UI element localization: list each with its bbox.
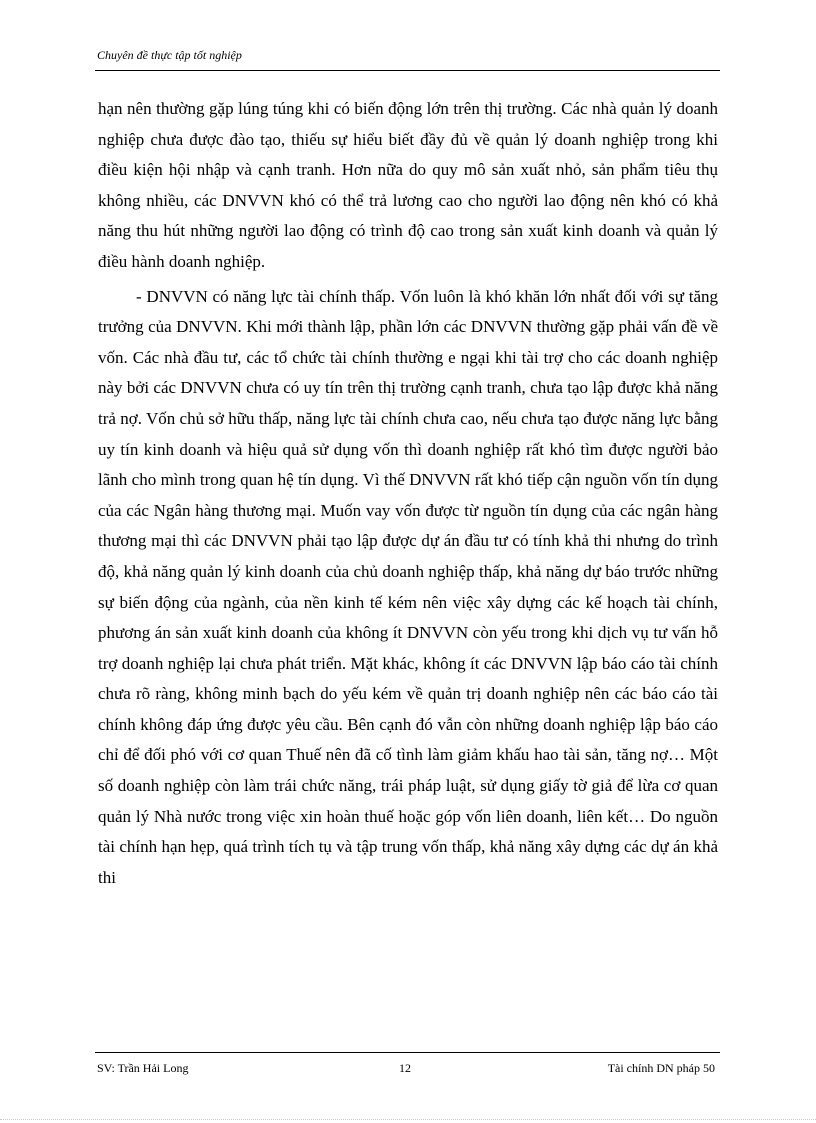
- paragraph-1: hạn nên thường gặp lúng túng khi có biến động lớn trên thị trường. Các nhà quản lý doanh nghiệp chưa được đào tạo, thiếu sự hiểu biết đầy đủ về quản lý doanh nghiệp trong khi điều kiện hội nhập và cạnh tranh. Hơn nữa do quy mô sản xuất nhỏ, sản phẩm tiêu thụ không nhiều, các DNVVN khó có thể trả lương cao cho người lao động nên khó có khả năng thu hút những người lao động có trình độ cao trong sản xuất kinh doanh và quản lý điều hành doanh nghiệp.: [98, 99, 718, 271]
- footer-divider: [95, 1052, 720, 1053]
- document-body: [98, 94, 718, 893]
- footer-class-name: Tài chính DN pháp 50: [607, 1061, 715, 1075]
- page-bottom-edge: [0, 1119, 816, 1120]
- page-header-title: Chuyên đề thực tập tốt nghiệp: [97, 48, 242, 62]
- footer-student-name: SV: Trần Hải Long: [97, 1061, 189, 1075]
- paragraph-2: - DNVVN có năng lực tài chính thấp. Vốn luôn là khó khăn lớn nhất đối với sự tăng trưởng của DNVVN. Khi mới thành lập, phần lớn các DNVVN thường gặp phải vấn đề về vốn. Các nhà đầu tư, các tổ chức tài chính thường e ngại khi tài trợ cho các doanh nghiệp này bởi các DNVVN chưa có uy tín trên thị trường cạnh tranh, chưa tạo lập được khả năng trả nợ. Vốn chủ sở hữu thấp, năng lực tài chính chưa cao, nếu chưa tạo được năng lực bằng uy tín kinh doanh và hiệu quả sử dụng vốn thì doanh nghiệp rất khó tìm được người bảo lãnh cho mình trong quan hệ tín dụng. Vì thế DNVVN rất khó tiếp cận nguồn vốn tín dụng của các Ngân hàng thương mại. Muốn vay vốn được từ nguồn tín dụng của các ngân hàng thương mại thì các DNVVN phải tạo lập được dự án đầu tư có tính khả thi nhưng do trình độ, khả năng quản lý kinh doanh của chủ doanh nghiệp thấp, khả năng dự báo trước những sự biến động của ngành, của nền kinh tế kém nên việc xây dựng các kế hoạch tài chính, phương án sản xuất kinh doanh của không ít DNVVN còn yếu trong khi dịch vụ tư vấn hỗ trợ doanh nghiệp lại chưa phát triển. Mặt khác, không ít các DNVVN lập báo cáo tài chính chưa rõ ràng, không minh bạch do yếu kém về quản trị doanh nghiệp nên các báo cáo tài chính không đáp ứng được yêu cầu. Bên cạnh đó vẫn còn những doanh nghiệp lập báo cáo chỉ để đối phó với cơ quan Thuế nên đã cố tình làm giảm khấu hao tài sản, tăng nợ… Một số doanh nghiệp còn làm trái chức năng, trái pháp luật, sử dụng giấy tờ giả để lừa cơ quan quản lý Nhà nước trong việc xin hoàn thuế hoặc góp vốn liên doanh, liên kết… Do nguồn tài chính hạn hẹp, quá trình tích tụ và tập trung vốn thấp, khả năng xây dựng các dự án khả thi: [98, 286, 718, 887]
- header-divider: [95, 70, 720, 71]
- footer-page-number: 12: [399, 1061, 411, 1075]
